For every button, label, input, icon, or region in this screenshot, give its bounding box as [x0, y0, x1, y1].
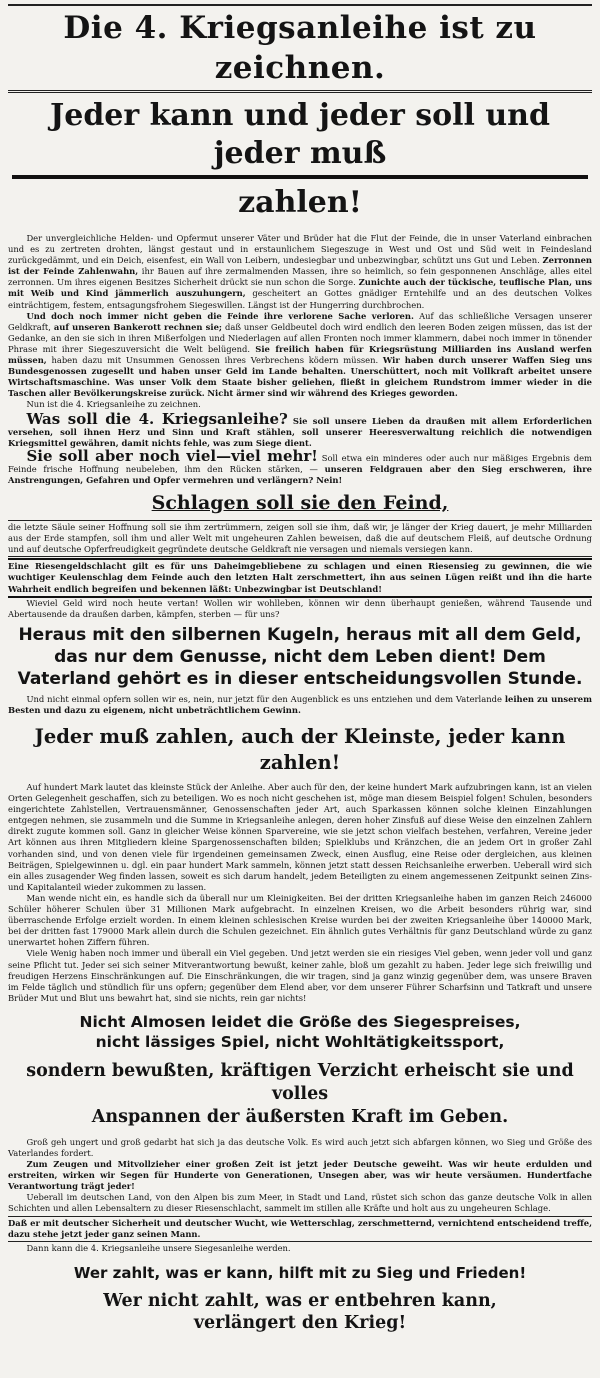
paragraph	[8, 311, 592, 400]
paragraph: Groß geh ungert und groß gedarbt hat sich ja das deutsche Volk. Es wird auch jetzt sich abfargen können, wo Sieg und Größe des Vaterlandes fordert.	[8, 1136, 592, 1158]
text: Und nicht einmal opfern sollen wir es, nein, nur jetzt für den Augenblick es uns entziehen und dem Vaterlande	[26, 693, 502, 704]
slogan-line: Anspannen der äußersten Kraft im Geben.	[91, 1106, 509, 1127]
framed-block	[8, 520, 592, 557]
headline-1: Jeder kann und jeder soll und jeder muß	[12, 97, 588, 179]
page-title: Die 4. Kriegsanleihe ist zu zeichnen.	[63, 10, 537, 86]
text-bold: auf unseren Bankerott rechnen sie;	[53, 321, 223, 332]
closing-slogan-1: Wer zahlt, was er kann, hilft mit zu Sieg und Frieden!	[73, 1263, 527, 1282]
headline-2: zahlen!	[238, 185, 362, 220]
section-heading-jeder: Jeder muß zahlen, auch der Kleinste, jeder kann zahlen!	[34, 725, 566, 774]
text-bold: Zerronnen ist der Feinde Zahlenwahn,	[8, 255, 592, 277]
text-bold: Sie soll unsere Lieben da draußen mit allem Erforderlichen versehen, soll ihnen Herz und Sinn und Kraft stählen, soll unserer Heeresverwaltung reichlich die notwendigen Kriegsmittel gewähren, damit nichts fehle, was zum Siege dient.	[8, 415, 593, 448]
text: Der unvergleichliche Helden- und Opfermut unserer Väter und Brüder hat die Flut der Feinde, die in unser Vaterland einbrachen und es zu zertreten drohten, längst gestaut und in erstaunlichem Siegeszuge in West und Ost und Süd weit in Feindesland zurückgedämmt, und ein Deich, eisenfest, ein Wall von Leibern, undesiegbar und unbezwingbar, schützt uns Gut und Leben.	[8, 233, 592, 266]
paragraph	[8, 409, 593, 449]
slogan-almosen-1: Nicht Almosen leidet die Größe des Siegespreises,	[79, 1012, 521, 1031]
slogan-line: sondern bewußten, kräftigen Verzicht erheischt sie und volles	[26, 1060, 574, 1104]
section-intro	[8, 233, 592, 411]
paragraph: Dann kann die 4. Kriegsanleihe unsere Siegesanleihe werden.	[26, 1242, 291, 1253]
framed-block	[8, 1216, 592, 1242]
text: ihr Bauen auf ihre zermalmenden Massen, ihre so heimlich, so fein gesponnenen Anschläge, alles eitel zerronnen. Um ihres eigenen Besitzes Sicherheit drückt sie nun schon die Sorge.	[8, 266, 593, 288]
paragraph: Nun ist die 4. Kriegsanleihe zu zeichnen.	[26, 399, 201, 410]
title-rule	[8, 90, 592, 93]
paragraph	[8, 446, 592, 486]
section-question	[8, 409, 593, 487]
question-heading: Was soll die 4. Kriegsanleihe?	[26, 409, 288, 428]
text-bold: Sie freilich haben für Kriegsrüstung Milliarden ins Ausland werfen müssen,	[8, 343, 592, 366]
text: gescheitert an Gottes gnädiger Erntehilfe und an des deutschen Volkes einträchtigem, festem, entsagungsfrohem Siegeswillen. Längst ist der Hungerring durchbrochen.	[8, 288, 592, 310]
framed-block-heavy	[8, 558, 592, 597]
slogan-sondern	[8, 1060, 592, 1129]
paragraph: Man wende nicht ein, es handle sich da überall nur um Kleinigkeiten. Bei der dritten Kriegsanleihe haben im ganzen Reich 246000 Schüler höherer Schulen über 31 Millionen Mark aufgebracht. In einzelnen Kreisen, wo die Arbeit besonders rührig war, sind überraschende Erfolge erzielt worden. In einem kleinen schlesischen Kreise wurden bei der zweiten Kriegsanleihe über 140000 Mark, bei der dritten fast 179000 Mark allein durch die Schulen gezeichnet. Ein ähnlich gutes Verhältnis für ganz Deutschland würde zu ganz unerwartet hohen Ziffern führen.	[8, 892, 592, 948]
call-heraus: Heraus mit den silbernen Kugeln, heraus mit all dem Geld, das nur dem Genusse, nicht dem Leben dient! Dem Vaterland gehört es in dieser entscheidungsvollen Stunde.	[17, 624, 583, 689]
paragraph: Ueberall im deutschen Land, von den Alpen bis zum Meer, in Stadt und Land, rüstet sich schon das ganze deutsche Volk in allen Schichten und allen Lebensaltern zu dieser Riesenschlacht, sammelt im stillen alle Kräfte und holt aus zu ungeheuren Schlage.	[8, 1192, 592, 1214]
text-bold: unseren Feldgrauen aber den Sieg erschweren, ihre Anstrengungen, Gefahren und Opfer vermehren und verlängern? Nein!	[8, 463, 592, 485]
top-rule	[8, 4, 592, 6]
paragraph: die letzte Säule seiner Hoffnung soll sie ihm zertrümmern, zeigen soll sie ihm, daß wir, je länger der Krieg dauert, je mehr Milliarden aus der Erde stampfen, soll ihm und aller Welt mit ungeheuren Zahlen beweisen, daß die auf deutschem Fleiß, auf deutsche Ordnung und auf deutsche Opferfreudigkeit gegründete deutsche Geldkraft nie versagen und niemals versiegen kann.	[8, 522, 592, 555]
text: haben dazu mit Unsummen Genossen ihres Verbrechens ködern müssen.	[51, 355, 379, 366]
text-bold: Wir haben durch unserer Waffen Sieg uns Bundesgenossen zugesellt und haben unser Geld im Lande behalten. Unerschüttert, noch mit Vollkraft arbeitet unsere Wirtschaftsmaschine. Was unser Volk dem Staate bisher geliehen, fließt in gleichem Rundstrom immer wieder in die Taschen aller Bevölkerungskreise zurück.	[8, 355, 592, 399]
paragraph: Viele Wenig haben noch immer und überall ein Viel gegeben. Und jetzt werden sie ein riesiges Viel geben, wenn jeder voll und ganz seine Pflicht tut. Jeder sei sich seiner Mitverantwortung bewußt, keiner zahle, bloß um gezahlt zu haben. Jeder lege sich freiwillig und freudigen Herzens Einschränkungen auf. Die Einschränkungen, die wir tragen, sind ja ganz winzig gegenüber dem, was unsere Braven im Felde täglich und stündlich für uns opfern; gegenüber dem Elend aber, vor dem unserer Führer Scharfsinn und Tatkraft und unsere Brüder Mut und Blut uns bewahrt hat, sind sie nichts, rein gar nichts!	[8, 948, 592, 1003]
closing-slogan-2	[8, 1290, 592, 1334]
slogan-line: Wer nicht zahlt, was er entbehren kann,	[103, 1290, 497, 1311]
text: Soll etwa ein minderes oder auch nur mäßiges Ergebnis dem Feinde frische Hoffnung neubeleben, ihm den Rücken stärken, —	[8, 452, 592, 474]
text-bold: leihen zu unserem Besten und dazu zu eigenem, nicht unbeträchtlichem Gewinn.	[8, 693, 592, 715]
paragraph	[8, 694, 592, 716]
paragraph: Wieviel Geld wird noch heute vertan! Wollen wir wohlleben, können wir denn überhaupt genießen, während Tausende und Abertausende da draußen darben, kämpfen, sterben — für uns?	[8, 597, 592, 619]
paragraph-bold: Zum Zeugen und Mitvollzieher einer großen Zeit ist jetzt jeder Deutsche geweiht. Was wir heute erdulden und erstreiten, wirken wir Segen für Hunderte von Generationen, Unsegen aber, was wir heute versäumen. Hundertfache Verantwortung trägt jeder!	[8, 1159, 592, 1192]
text-bold: Und doch noch immer nicht geben die Feinde ihre verlorene Sache verloren.	[26, 310, 414, 321]
text-bold: Nicht ärmer sind wir während des Krieges geworden.	[207, 388, 458, 399]
text-bold: Zunichte auch der tückische, teuflische Plan, uns mit Weib und Kind jämmerlich auszuhungern,	[8, 277, 592, 299]
slogan-almosen-2: nicht lässiges Spiel, nicht Wohltätigkeitssport,	[95, 1032, 505, 1051]
question-heading: Sie soll aber noch viel—viel mehr!	[26, 446, 318, 465]
paragraph-bold: Daß er mit deutscher Sicherheit und deutscher Wucht, wie Wetterschlag, zerschmetternd, vernichtend entscheidend treffe, dazu stehe jetzt jeder ganz seinen Mann.	[8, 1217, 592, 1239]
text: Auf das schließliche Versagen unserer Geldkraft,	[8, 310, 592, 332]
text: daß unser Geldbeutel doch wird endlich den leeren Boden zeigen müssen, das ist der Gedanke, an den sie sich in ihren Mißerfolgen und Niederlagen auf allen Fronten noch immer klammern, dabei noch immer in tönender Phrase mit ihrer Siegeszuversicht die Welt belügend.	[8, 321, 593, 354]
paragraph	[8, 233, 592, 311]
paragraph-bold: Eine Riesengeldschlacht gilt es für uns Daheimgebliebene zu schlagen und einen Riesensieg zu gewinnen, die wie wuchtiger Keulenschlag dem Feinde auch den letzten Halt zerschmettert, ihn aus seinen Lügen reißt und ihn die harte Wahrheit endlich begreifen und bekennen läßt: Unbezwingbar ist Deutschland!	[8, 561, 592, 594]
paragraph: Auf hundert Mark lautet das kleinste Stück der Anleihe. Aber auch für den, der keine hundert Mark aufzubringen kann, ist an vielen Orten Gelegenheit geschaffen, sich zu beteiligen. Wo es noch nicht geschehen ist, möge man diesem Beispiel folgen! Schulen, besonders eingerichtete Zahlstellen, Vertrauensmänner, Genossenschaften jeder Art, auch Sparkassen können solche kleinen Einzahlungen entgegen nehmen, sie zusammeln und die Summe in Kriegsanleihe anlegen, deren hoher Zinsfuß auf diese Weise den einzelnen Zahlern direkt zugute kommen soll. Ganz in gleicher Weise können Sparvereine, wie sie jetzt schon vielfach bestehen, verfahren, Vereine jeder Art können aus ihren Mitgliedern kleine Spargenossenschaften bilden; Spielklubs und Kränzchen, die an jedem Ort in großer Zahl vorhanden sind, und von denen viele für irgendeinen gemeinsamen Zweck, einen Ausflug, eine Reise oder dergleichen, aus kleinen Beiträgen, Spielgewinnen u. dgl. ein paar hundert Mark sammeln, können jetzt statt dessen Reichsanleihe erwerben. Ueberall wird sich ein alles zusagender Weg finden lassen, soweit es sich darum handelt, jedem Beteiligten zu einem angemessenen Zeitpunkt seinen Zins- und Kapitalanteil wieder zukommen zu lassen.	[8, 782, 592, 892]
section-heading-schlagen: Schlagen soll sie den Feind,	[151, 492, 449, 515]
slogan-line: verlängert den Krieg!	[193, 1312, 407, 1333]
